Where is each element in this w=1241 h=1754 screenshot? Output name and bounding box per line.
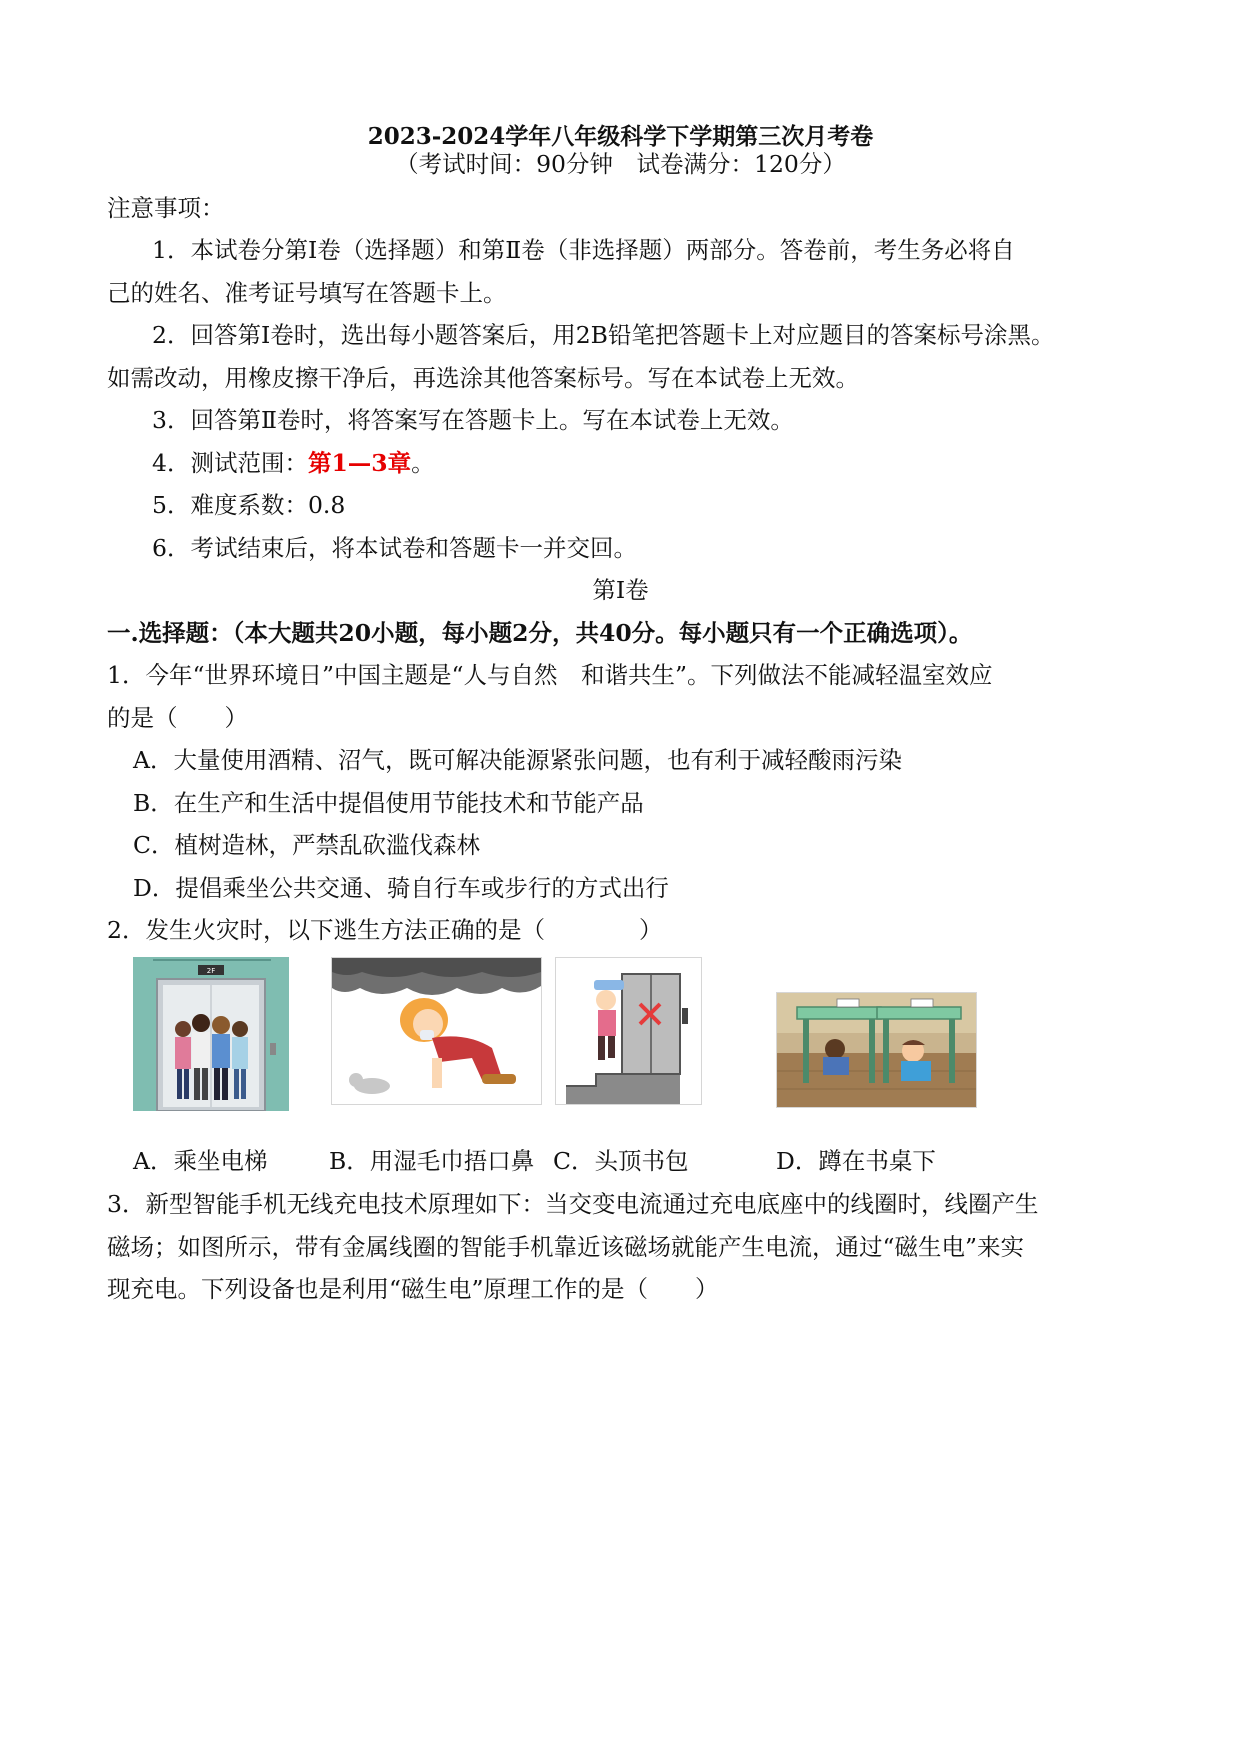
q1-stem-a: 1．今年“世界环境日”中国主题是“人与自然 和谐共生”。下列做法不能减轻温室效应 (107, 661, 993, 689)
notice-2b: 如需改动，用橡皮擦干净后，再选涂其他答案标号。写在本试卷上无效。 (107, 364, 859, 392)
notice-5: 5．难度系数：0.8 (152, 491, 346, 519)
under-desk-image (776, 992, 977, 1108)
notice-heading: 注意事项： (107, 194, 225, 222)
wet-towel-image (331, 957, 542, 1105)
q2-option-b: B．用湿毛巾捂口鼻 (329, 1147, 535, 1175)
q2-option-c: C．头顶书包 (553, 1147, 689, 1175)
notice-1b: 己的姓名、准考证号填写在答题卡上。 (107, 279, 507, 307)
book-on-head-image (555, 957, 702, 1105)
notice-4 (152, 446, 435, 480)
section-heading: 一.选择题：（本大题共20小题，每小题2分，共40分。每小题只有一个正确选项）。 (107, 619, 973, 647)
q2-option-d: D．蹲在书桌下 (776, 1147, 936, 1175)
q1-option-c: C．植树造林，严禁乱砍滥伐森林 (133, 831, 480, 859)
notice-3: 3．回答第Ⅱ卷时，将答案写在答题卡上。写在本试卷上无效。 (152, 406, 794, 434)
volume-label: 第Ⅰ卷 (592, 576, 649, 604)
test-range: 第1—3章 (307, 449, 412, 477)
exam-subtitle: （考试时间：90分钟 试卷满分：120分） (395, 150, 846, 178)
notice-4-prefix: 4．测试范围： (152, 449, 308, 477)
notice-6: 6．考试结束后，将本试卷和答题卡一并交回。 (152, 534, 637, 562)
q2-stem: 2．发生火灾时，以下逃生方法正确的是（ ） (107, 916, 663, 944)
elevator-image (133, 957, 289, 1111)
notice-2a: 2．回答第Ⅰ卷时，选出每小题答案后，用2B铅笔把答题卡上对应题目的答案标号涂黑。 (152, 321, 1055, 349)
q1-stem-b: 的是（ ） (107, 704, 248, 732)
q3-stem-b: 磁场；如图所示，带有金属线圈的智能手机靠近该磁场就能产生电流，通过“磁生电”来实 (107, 1233, 1025, 1261)
notice-1a: 1．本试卷分第Ⅰ卷（选择题）和第Ⅱ卷（非选择题）两部分。答卷前，考生务必将自 (152, 236, 1015, 264)
q3-stem-c: 现充电。下列设备也是利用“磁生电”原理工作的是（ ） (107, 1275, 719, 1303)
elevator-floor-sign: 2F (206, 967, 216, 975)
q2-option-a: A．乘坐电梯 (133, 1147, 268, 1175)
q1-option-d: D．提倡乘坐公共交通、骑自行车或步行的方式出行 (133, 874, 669, 902)
q1-option-b: B．在生产和生活中提倡使用节能技术和节能产品 (133, 789, 644, 817)
q1-option-a: A．大量使用酒精、沼气，既可解决能源紧张问题，也有利于减轻酸雨污染 (133, 746, 902, 774)
q3-stem-a: 3．新型智能手机无线充电技术原理如下：当交变电流通过充电底座中的线圈时，线圈产生 (107, 1190, 1039, 1218)
exam-title: 2023-2024学年八年级科学下学期第三次月考卷 (367, 123, 874, 150)
notice-4-suffix: 。 (411, 449, 435, 477)
